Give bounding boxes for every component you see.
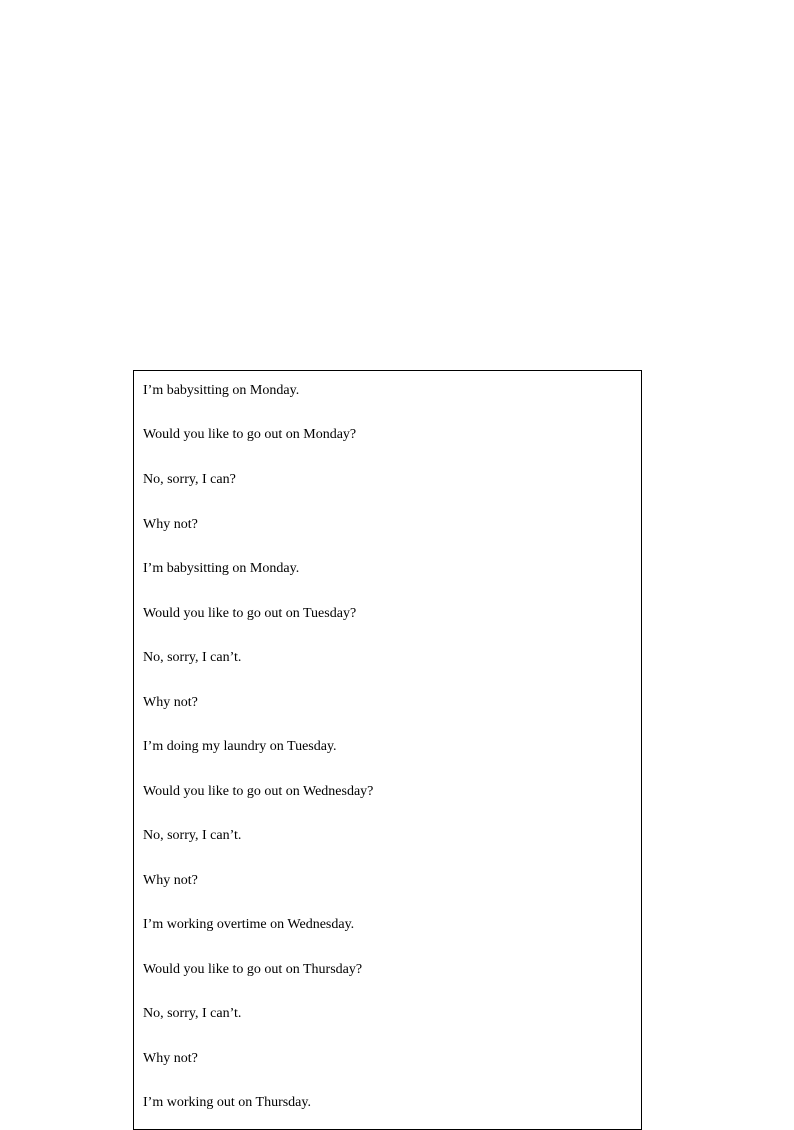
dialogue-line: I’m working overtime on Wednesday.	[143, 917, 355, 932]
dialogue-line: Would you like to go out on Thursday?	[143, 962, 363, 977]
dialogue-line: I’m babysitting on Monday.	[143, 561, 300, 576]
dialogue-line: I’m working out on Thursday.	[143, 1095, 311, 1110]
dialogue-line: No, sorry, I can’t.	[143, 828, 242, 843]
dialogue-line: I’m babysitting on Monday.	[143, 383, 300, 398]
dialogue-line: No, sorry, I can’t.	[143, 1006, 242, 1021]
dialogue-text-box	[133, 370, 642, 1130]
dialogue-line: Why not?	[143, 517, 198, 532]
dialogue-line: Why not?	[143, 695, 198, 710]
dialogue-line: No, sorry, I can’t.	[143, 650, 242, 665]
dialogue-line: Why not?	[143, 873, 198, 888]
dialogue-line: Would you like to go out on Wednesday?	[143, 784, 374, 799]
dialogue-line: Would you like to go out on Tuesday?	[143, 606, 357, 621]
dialogue-line: No, sorry, I can?	[143, 472, 236, 487]
dialogue-line: Why not?	[143, 1051, 198, 1066]
dialogue-line: Would you like to go out on Monday?	[143, 427, 357, 442]
dialogue-line: I’m doing my laundry on Tuesday.	[143, 739, 337, 754]
